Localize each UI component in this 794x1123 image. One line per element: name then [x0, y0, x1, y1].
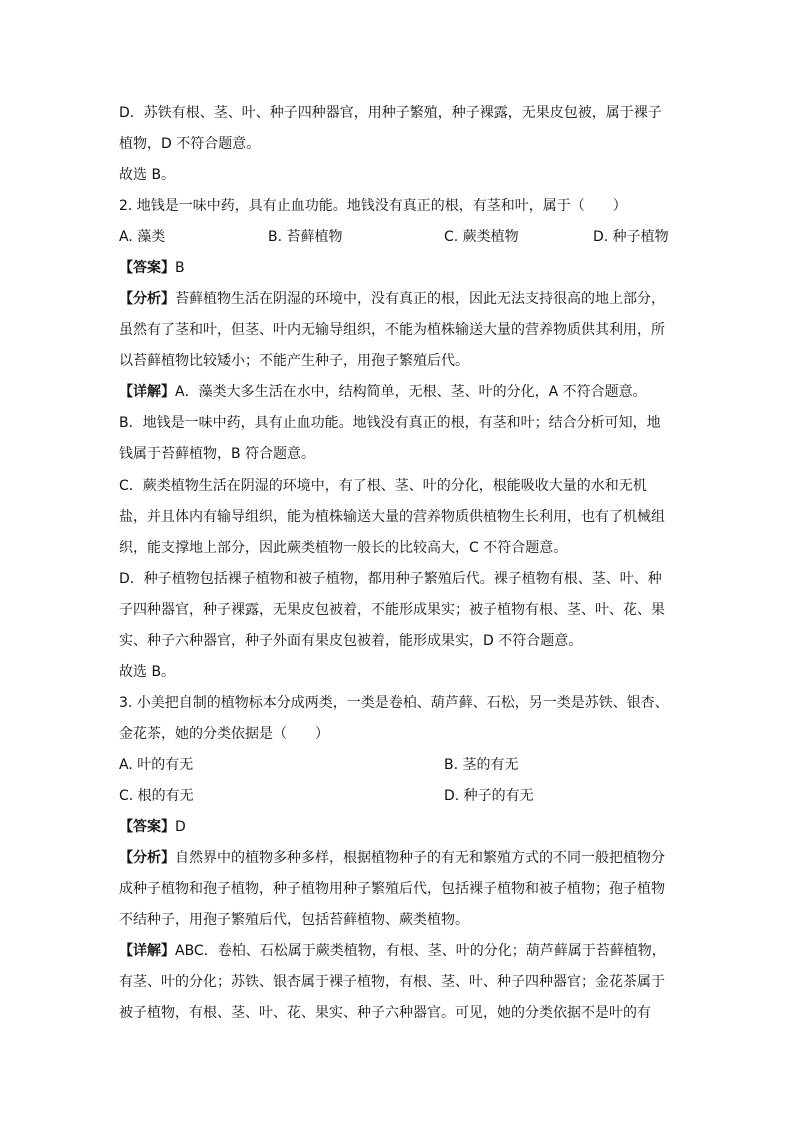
q3-option-c: C. 根的有无: [119, 788, 194, 804]
q2-detail-c-line2: 盐，并且体内有输导组织，能为植株输送大量的营养物质供植物生长利用，也有了机械组: [119, 509, 665, 525]
q3-answer: [119, 817, 679, 837]
q2-stem: 2. 地钱是一味中药，具有止血功能。地钱没有真正的根，有茎和叶，属于（ ）: [119, 198, 627, 214]
q2-detail-a: [119, 382, 679, 402]
analysis-tag: 【分析】: [119, 291, 175, 307]
detail-tag: 【详解】: [119, 384, 175, 400]
q1-option-d-explanation-line1: D．苏铁有根、茎、叶、种子四种器官，用种子繁殖，种子裸露，无果皮包被，属于裸子: [119, 105, 662, 121]
answer-tag: 【答案】: [119, 260, 175, 276]
q3-detail-line2: 有茎、叶的分化；苏铁、银杏属于裸子植物，有根、茎、叶、种子四种器官；金花茶属于: [119, 974, 665, 990]
q3-detail-line1: [119, 941, 679, 961]
q3-analysis-text1: 自然界中的植物多种多样，根据植物种子的有无和繁殖方式的不同一般把植物分: [175, 850, 665, 866]
analysis-tag: 【分析】: [119, 850, 175, 866]
q3-options-row2: [0, 786, 794, 806]
q2-option-d: D. 种子植物: [593, 229, 669, 245]
q1-final-choice: 故选 B。: [119, 167, 176, 183]
detail-tag: 【详解】: [119, 943, 175, 959]
q2-analysis-line1: [119, 289, 679, 309]
q2-detail-a-text: A．藻类大多生活在水中，结构简单，无根、茎、叶的分化，A 不符合题意。: [175, 384, 647, 400]
q2-answer: [119, 258, 679, 278]
q3-detail-line3: 被子植物，有根、茎、叶、花、果实、种子六种器官。可见，她的分类依据不是叶的有: [119, 1005, 651, 1021]
q2-detail-d-line2: 子四种器官，种子裸露，无果皮包被着，不能形成果实；被子植物有根、茎、叶、花、果: [119, 602, 665, 618]
q2-option-a: A. 藻类: [119, 229, 166, 245]
q2-detail-b-line1: B．地钱是一味中药，具有止血功能。地钱没有真正的根，有茎和叶；结合分析可知，地: [119, 415, 661, 431]
answer-tag: 【答案】: [119, 819, 175, 835]
q2-option-b: B. 苔藓植物: [268, 229, 343, 245]
q3-option-d: D. 种子的有无: [444, 788, 534, 804]
q3-analysis-line2: 成种子植物和孢子植物，种子植物用种子繁殖后代，包括裸子植物和被子植物；孢子植物: [119, 881, 665, 897]
q3-stem-line1: 3. 小美把自制的植物标本分成两类，一类是卷柏、葫芦藓、石松，另一类是苏铁、银杏、: [119, 695, 669, 711]
q2-detail-c-line1: C．蕨类植物生活在阴湿的环境中，有了根、茎、叶的分化，根能吸收大量的水和无机: [119, 478, 647, 494]
q3-detail-text1: ABC．卷柏、石松属于蕨类植物，有根、茎、叶的分化；葫芦藓属于苔藓植物，: [175, 943, 666, 959]
q2-detail-d-line1: D．种子植物包括裸子植物和被子植物，都用种子繁殖后代。裸子植物有根、茎、叶、种: [119, 571, 662, 587]
q3-answer-value: D: [175, 819, 186, 835]
q3-options-row1: [0, 755, 794, 775]
q3-analysis-line1: [119, 848, 679, 868]
q2-option-c: C. 蕨类植物: [444, 229, 519, 245]
q2-analysis-line3: 以苔藓植物比较矮小；不能产生种子，用孢子繁殖后代。: [119, 353, 469, 369]
q3-option-a: A. 叶的有无: [119, 757, 194, 773]
q3-stem-line2: 金花茶，她的分类依据是（ ）: [119, 726, 329, 742]
q2-detail-b-line2: 钱属于苔藓植物，B 符合题意。: [119, 446, 316, 462]
q2-detail-c-line3: 织，能支撑地上部分，因此蕨类植物一般长的比较高大，C 不符合题意。: [119, 540, 568, 556]
q2-detail-d-line3: 实、种子六种器官，种子外面有果皮包被着，能形成果实，D 不符合题意。: [119, 633, 583, 649]
q2-options: [0, 227, 794, 247]
q2-final-choice: 故选 B。: [119, 664, 176, 680]
q2-analysis-line2: 虽然有了茎和叶，但茎、叶内无输导组织，不能为植株输送大量的营养物质供其利用，所: [119, 322, 665, 338]
q3-analysis-line3: 不结种子，用孢子繁殖后代，包括苔藓植物、蕨类植物。: [119, 912, 469, 928]
q2-analysis-text1: 苔藓植物生活在阴湿的环境中，没有真正的根，因此无法支持很高的地上部分，: [175, 291, 665, 307]
q2-answer-value: B: [175, 260, 185, 276]
q1-option-d-explanation-line2: 植物，D 不符合题意。: [119, 136, 261, 152]
q3-option-b: B. 茎的有无: [444, 757, 519, 773]
